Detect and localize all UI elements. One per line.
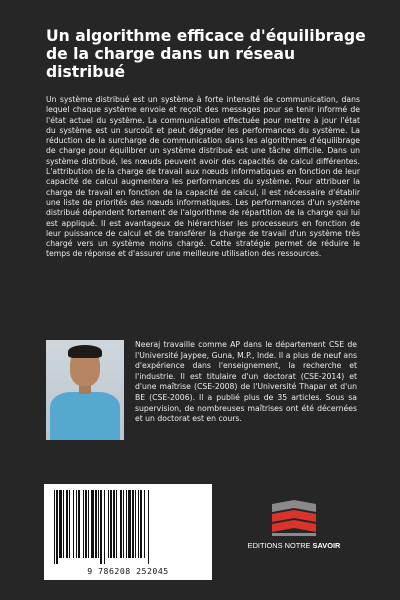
author-photo bbox=[46, 340, 124, 440]
publisher-name: EDITIONS NOTRE SAVOIR bbox=[247, 541, 341, 550]
publisher-logo bbox=[244, 500, 344, 560]
barcode-bars bbox=[52, 490, 204, 564]
book-blurb: Un système distribué est un système à forte intensité de communication, dans lequel chaque système envoie et reçoit des messages pour se tenir informé de l'état actuel du système. La communication effectuée pour mettre à jour l'état du système est un surcoût et peut dégrader les performances du système. La réduction de la surcharge de communication dans les algorithmes d'équilibrage de charge pour équilibrer un système distribué est une tâche difficile. Dans un système distribué, les nœuds peuvent avoir des capacités de calcul différentes. L'attribution de la charge de travail aux nœuds informatiques en fonction de leur capacité de calcul augmentera les performances du système. Pour attribuer la charge de travail en fonction de la capacité de calcul, il est nécessaire d'établir une liste de priorités des nœuds informatiques. Les performances d'un système distribué dépendent fortement de l'algorithme de répartition de la charge qui lui est appliqué. Il est avantageux de hiérarchiser les processeurs en fonction de leur puissance de calcul et de transférer la charge de travail d'un système très chargé vers un système moins chargé. Cette stratégie permet de réduire le temps de réponse et d'assurer une meilleure utilisation des ressources. bbox=[46, 95, 360, 259]
author-bio: Neeraj travaille comme AP dans le département CSE de l'Université Jaypee, Guna, M.P., Inde. Il a plus de neuf ans d'expérience dans l'enseignement, la recherche et l'industrie. Il est titulaire d'un doctorat (CSE-2014) et d'une maîtrise (CSE-2008) de l'Université Thapar et d'un BE (CSE-2006). Il a publié plus de 35 articles. Sous sa supervision, de nombreuses maîtrises ont été décernées et un doctorat est en cours. bbox=[135, 340, 357, 424]
book-title: Un algorithme efficace d'équilibrage de la charge dans un réseau distribué bbox=[46, 27, 366, 81]
isbn-barcode bbox=[44, 484, 212, 580]
isbn-number: 9 786208 252045 bbox=[87, 566, 169, 576]
book-stack-icon bbox=[266, 500, 322, 538]
